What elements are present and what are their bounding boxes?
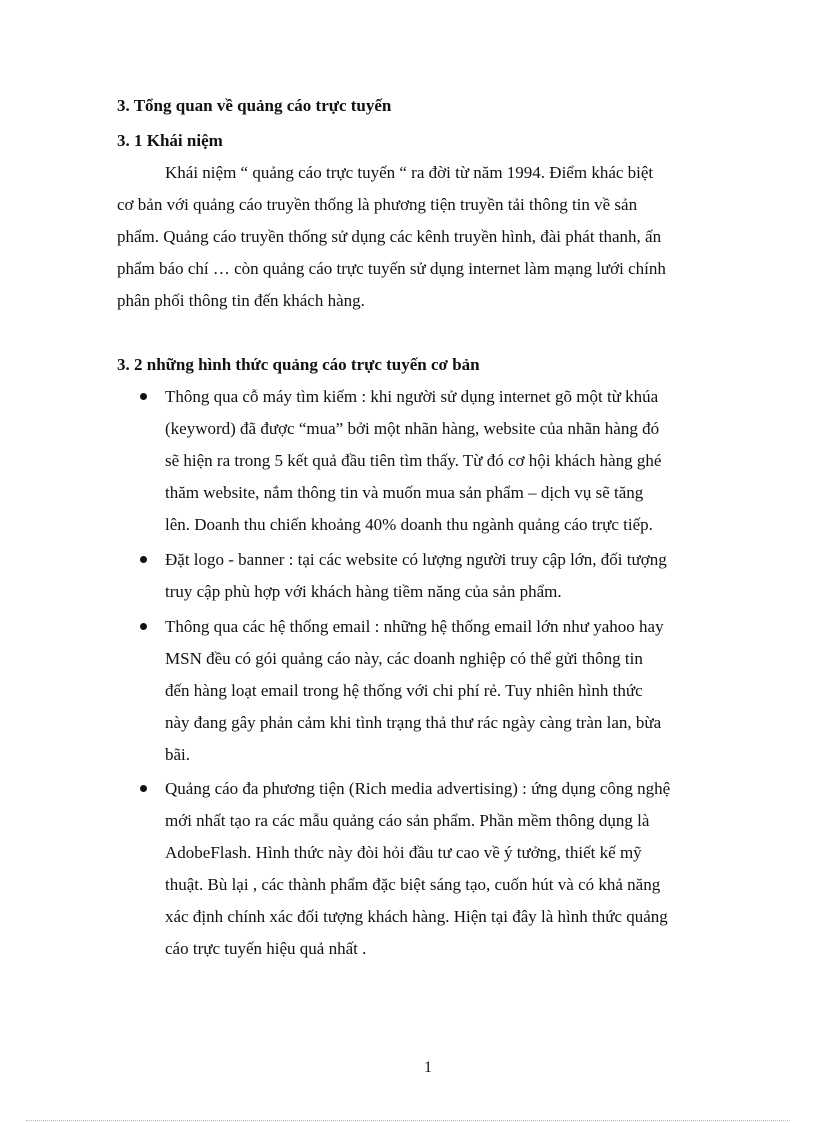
bullet-line: Quảng cáo đa phương tiện (Rich media advertising) : ứng dụng công nghệ [165, 779, 671, 798]
bullet-dot-icon [140, 785, 147, 792]
bullet-dot-icon [140, 393, 147, 400]
bullet-line: đến hàng loạt email trong hệ thống với chi phí rẻ. Tuy nhiên hình thức [165, 681, 643, 700]
bullet-line: sẽ hiện ra trong 5 kết quả đầu tiên tìm thấy. Từ đó cơ hội khách hàng ghé [165, 451, 662, 470]
paragraph-line: phẩm. Quảng cáo truyền thống sử dụng các kênh truyền hình, đài phát thanh, ấn [117, 227, 662, 246]
paragraph-line: Khái niệm “ quảng cáo trực tuyến “ ra đời từ năm 1994. Điểm khác biệt [165, 163, 654, 182]
bullet-line: Thông qua cỗ máy tìm kiếm : khi người sử dụng internet gõ một từ khúa [165, 387, 659, 406]
bullet-line: này đang gây phản cảm khi tình trạng thả thư rác ngày càng tràn lan, bừa [165, 713, 662, 732]
bullet-line: AdobeFlash. Hình thức này đòi hỏi đầu tư cao về ý tưởng, thiết kế mỹ [165, 843, 642, 862]
bullet-line: Thông qua các hệ thống email : những hệ thống email lớn như yahoo hay [165, 617, 664, 636]
bullet-line: cáo trực tuyến hiệu quả nhất . [165, 939, 367, 958]
bullet-dot-icon [140, 623, 147, 630]
subsection-forms-heading: 3. 2 những hình thức quảng cáo trực tuyến cơ bản [117, 355, 480, 374]
bullet-line: lên. Doanh thu chiến khoảng 40% doanh thu ngành quảng cáo trực tiếp. [165, 515, 653, 534]
bullet-dot-icon [140, 556, 147, 563]
paragraph-line: phân phối thông tin đến khách hàng. [117, 291, 365, 310]
paragraph-line: phẩm báo chí … còn quảng cáo trực tuyến sử dụng internet làm mạng lưới chính [117, 259, 666, 278]
bullet-line: (keyword) đã được “mua” bởi một nhãn hàng, website của nhãn hàng đó [165, 419, 660, 438]
bullet-line: mới nhất tạo ra các mẫu quảng cáo sản phẩm. Phần mềm thông dụng là [165, 811, 650, 830]
page-number: 1 [424, 1059, 432, 1076]
bullet-line: Đặt logo - banner : tại các website có lượng người truy cập lớn, đối tượng [165, 550, 667, 569]
bullet-line: truy cập phù hợp với khách hàng tiềm năng của sản phẩm. [165, 582, 562, 601]
section-title: 3. Tổng quan về quảng cáo trực tuyến [117, 96, 392, 115]
page-divider [26, 1120, 790, 1121]
bullet-line: bãi. [165, 745, 191, 764]
paragraph-line: cơ bản với quảng cáo truyền thống là phương tiện truyền tải thông tin về sản [117, 195, 638, 214]
bullet-line: xác định chính xác đối tượng khách hàng. Hiện tại đây là hình thức quảng [165, 907, 668, 926]
bullet-line: thuật. Bù lại , các thành phẩm đặc biệt sáng tạo, cuốn hút và có khả năng [165, 875, 661, 894]
bullet-line: MSN đều có gói quảng cáo này, các doanh nghiệp có thể gửi thông tin [165, 649, 643, 668]
bullet-line: thăm website, nắm thông tin và muốn mua sản phẩm – dịch vụ sẽ tăng [165, 483, 644, 502]
subsection-concept-heading: 3. 1 Khái niệm [117, 131, 223, 150]
